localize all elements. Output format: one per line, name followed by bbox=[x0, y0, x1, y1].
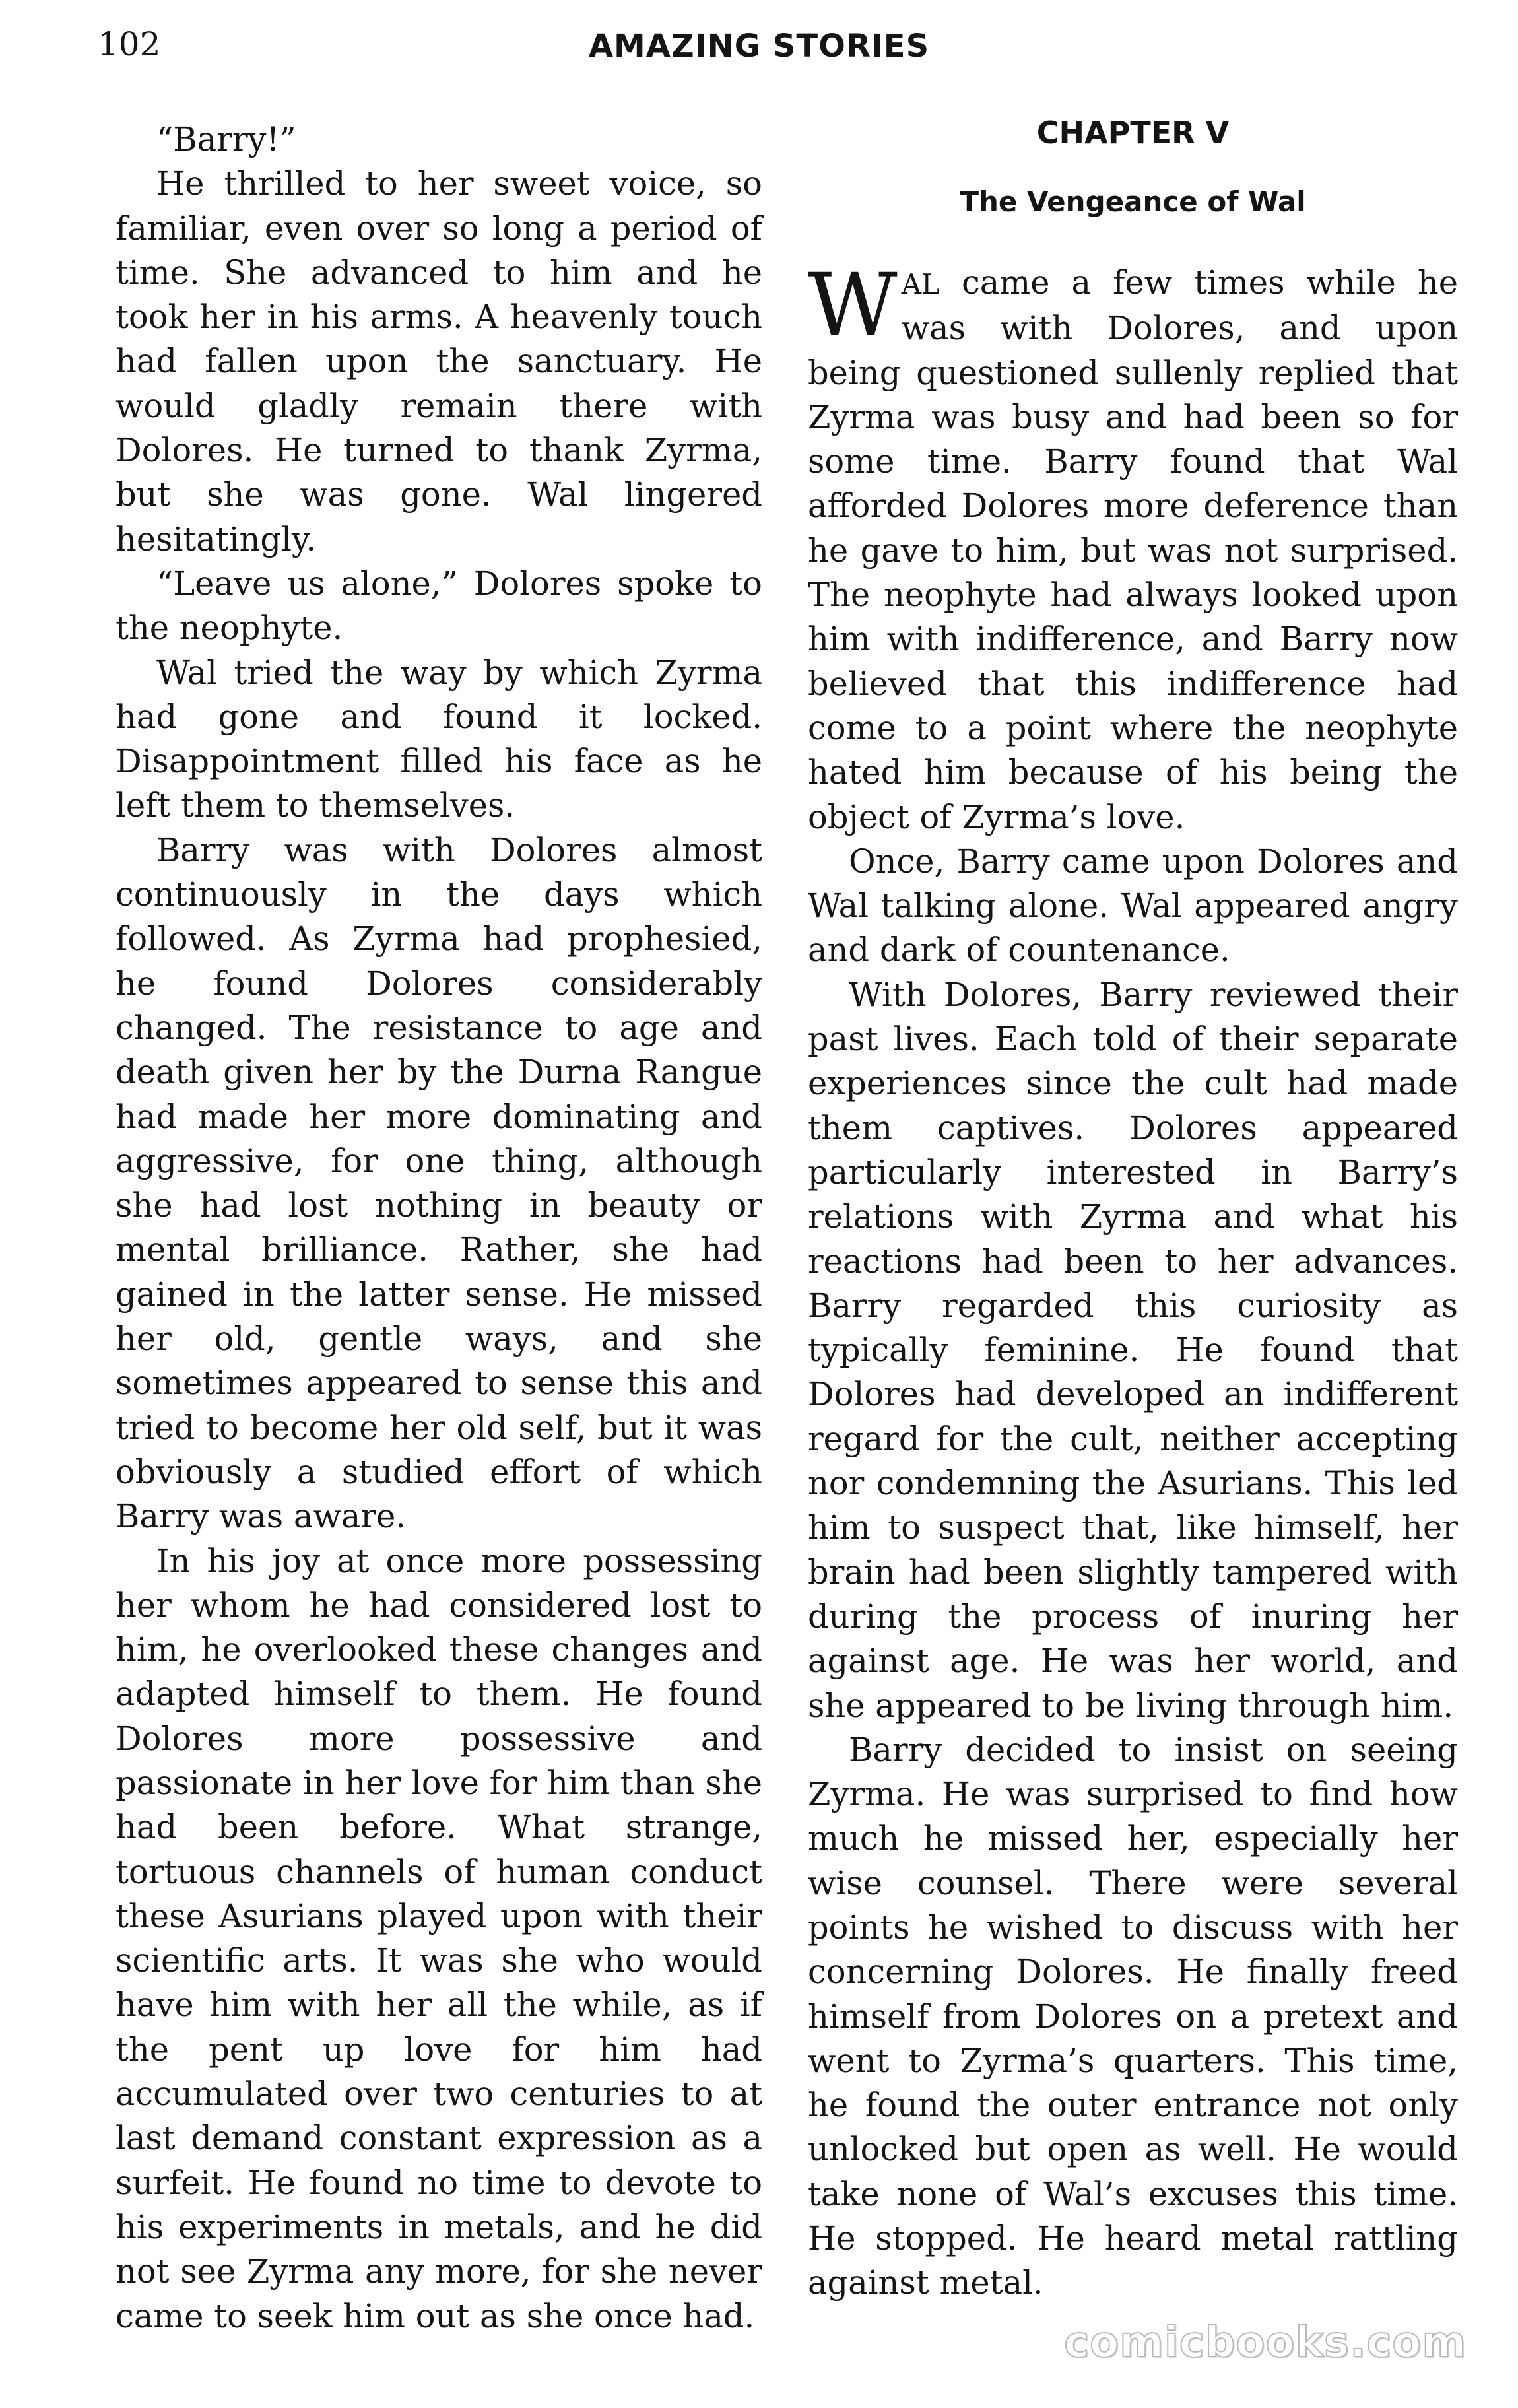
drop-cap: W bbox=[808, 255, 898, 356]
chapter-heading: CHAPTER V bbox=[1036, 115, 1230, 150]
paragraph: Wal tried the way by which Zyrma had gone and found it locked. Disappointment filled his face as he left them to themselves. bbox=[116, 653, 762, 825]
left-column bbox=[116, 117, 762, 2339]
opening-paragraph bbox=[808, 255, 1458, 840]
opening-paragraph-text: came a few times while he was with Dolores, and upon being questioned sullenly replied that Zyrma was busy and had been so for some time. Barry found that Wal afforded Dolores more deference than he gave to him, but was not surprised. The neophyte had always looked upon him with indifference, and Barry now believed that this indifference had come to a point where the neophyte hated him because of his being the object of Zyrma’s love. bbox=[808, 263, 1458, 836]
paragraph: Barry was with Dolores almost continuously in the days which followed. As Zyrma had prophesied, he found Dolores considerably changed. The resistance to age and death given her by the Durna Rangue had made her more dominating and aggressive, for one thing, although she had lost nothing in beauty or mental brilliance. Rather, she had gained in the latter sense. He missed her old, gentle ways, and she sometimes appeared to sense this and tried to become her old self, but it was obviously a studied effort of which Barry was aware. bbox=[116, 830, 762, 1536]
right-column bbox=[808, 117, 1458, 2306]
running-title: AMAZING STORIES bbox=[588, 28, 930, 65]
chapter-subtitle: The Vengeance of Wal bbox=[960, 185, 1306, 218]
paragraph: In his joy at once more possessing her whom he had considered lost to him, he overlooked these changes and adapted himself to them. He found Dolores more possessive and passionate in her love for him than she had been before. What strange, tortuous channels of human conduct these Asurians played upon with their scientific arts. It was she who would have him with her all the while, as if the pent up love for him had accumulated over two centuries to at last demand constant expression as a surfeit. He found no time to devote to his experiments in metals, and he did not see Zyrma any more, for she never came to seek him out as she once had. bbox=[116, 1541, 762, 2335]
watermark: comicbooks.com bbox=[1064, 2318, 1467, 2367]
page-number: 102 bbox=[98, 25, 161, 63]
opening-word-rest: AL bbox=[901, 268, 940, 300]
paragraph: “Barry!” bbox=[156, 120, 296, 158]
paragraph: Barry decided to insist on seeing Zyrma. He was surprised to find how much he missed her, especially her wise counsel. There were several points he wished to discuss with her concerning Dolores. He finally freed himself from Dolores on a pretext and went to Zyrma’s quarters. This time, he found the outer entrance not only unlocked but open as well. He would take none of Wal’s excuses this time. He stopped. He heard metal rattling against metal. bbox=[808, 1730, 1458, 2302]
paragraph: He thrilled to her sweet voice, so familiar, even over so long a period of time. She advanced to him and he took her in his arms. A heavenly touch had fallen upon the sanctuary. He would gladly remain there with Dolores. He turned to thank Zyrma, but she was gone. Wal lingered hesitatingly. bbox=[116, 164, 762, 558]
paragraph: With Dolores, Barry reviewed their past lives. Each told of their separate experiences since the cult had made them captives. Dolores appeared particularly interested in Barry’s relations with Zyrma and what his reactions had been to her advances. Barry regarded this curiosity as typically feminine. He found that Dolores had developed an indifferent regard for the cult, neither accepting nor condemning the Asurians. This led him to suspect that, like himself, her brain had been slightly tampered with during the process of inuring her against age. He was her world, and she appeared to be living through him. bbox=[808, 975, 1458, 1725]
paragraph: “Leave us alone,” Dolores spoke to the neophyte. bbox=[116, 564, 762, 648]
paragraph: Once, Barry came upon Dolores and Wal talking alone. Wal appeared angry and dark of countenance. bbox=[808, 842, 1458, 970]
